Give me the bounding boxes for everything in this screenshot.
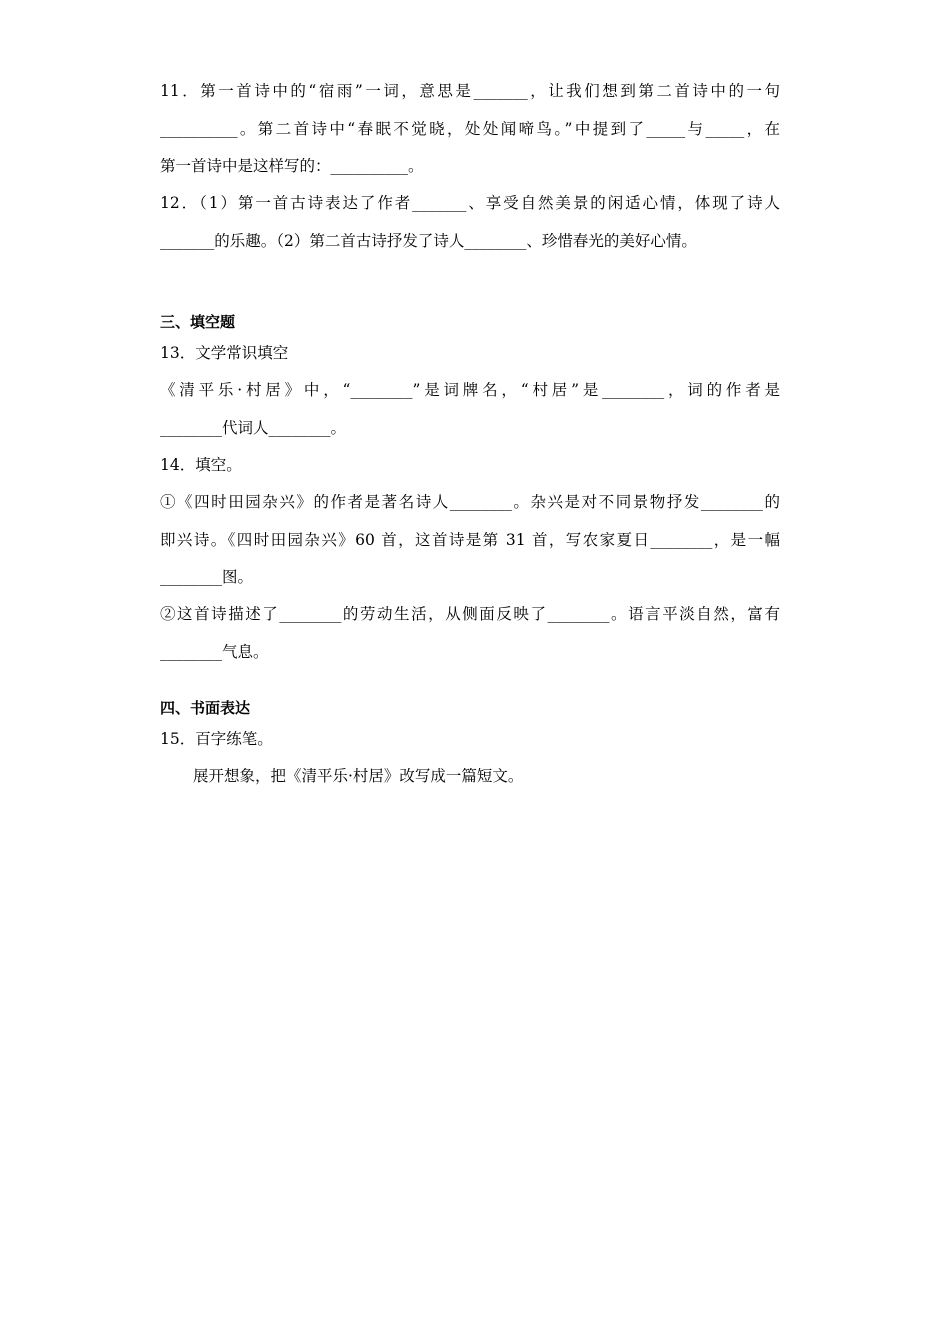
- q15-line-1: 15．百字练笔。: [160, 730, 273, 748]
- q12-line-2: _______的乐趣。（2）第二首古诗抒发了诗人________、珍惜春光的美好心情。: [160, 232, 697, 250]
- q14-line-4: ________图。: [160, 568, 254, 586]
- q14-line-6: ________气息。: [160, 643, 269, 661]
- q11-line-3: 第一首诗中是这样写的：__________。: [160, 157, 424, 175]
- q15-line-2: 展开想象，把《清平乐·村居》改写成一篇短文。: [193, 767, 524, 785]
- section-3-title: 三、填空题: [160, 313, 236, 331]
- q14-line-3: 即兴诗。《四时田园杂兴》60 首，这首诗是第 31 首，写农家夏日________，是一幅: [160, 531, 780, 549]
- q14-line-1: 14．填空。: [160, 456, 242, 474]
- q13-line-2: 《清平乐·村居》中，“________”是词牌名，“村居”是________，词的作者是: [160, 381, 780, 399]
- section-4-title: 四、书面表达: [160, 699, 251, 717]
- q11-line-2: __________。第二首诗中“春眠不觉晓，处处闻啼鸟。”中提到了_____与_____，在: [160, 120, 780, 138]
- q12-line-1: 12．（1）第一首古诗表达了作者_______、享受自然美景的闲适心情，体现了诗人: [160, 194, 780, 212]
- q14-line-5: ②这首诗描述了________的劳动生活，从侧面反映了________。语言平淡自然，富有: [160, 605, 780, 623]
- q14-line-2: ①《四时田园杂兴》的作者是著名诗人________。杂兴是对不同景物抒发________的: [160, 493, 780, 511]
- q13-line-1: 13．文学常识填空: [160, 344, 289, 362]
- q13-line-3: ________代词人________。: [160, 419, 347, 437]
- q11-line-1: 11．第一首诗中的“宿雨”一词，意思是_______，让我们想到第二首诗中的一句: [160, 82, 780, 100]
